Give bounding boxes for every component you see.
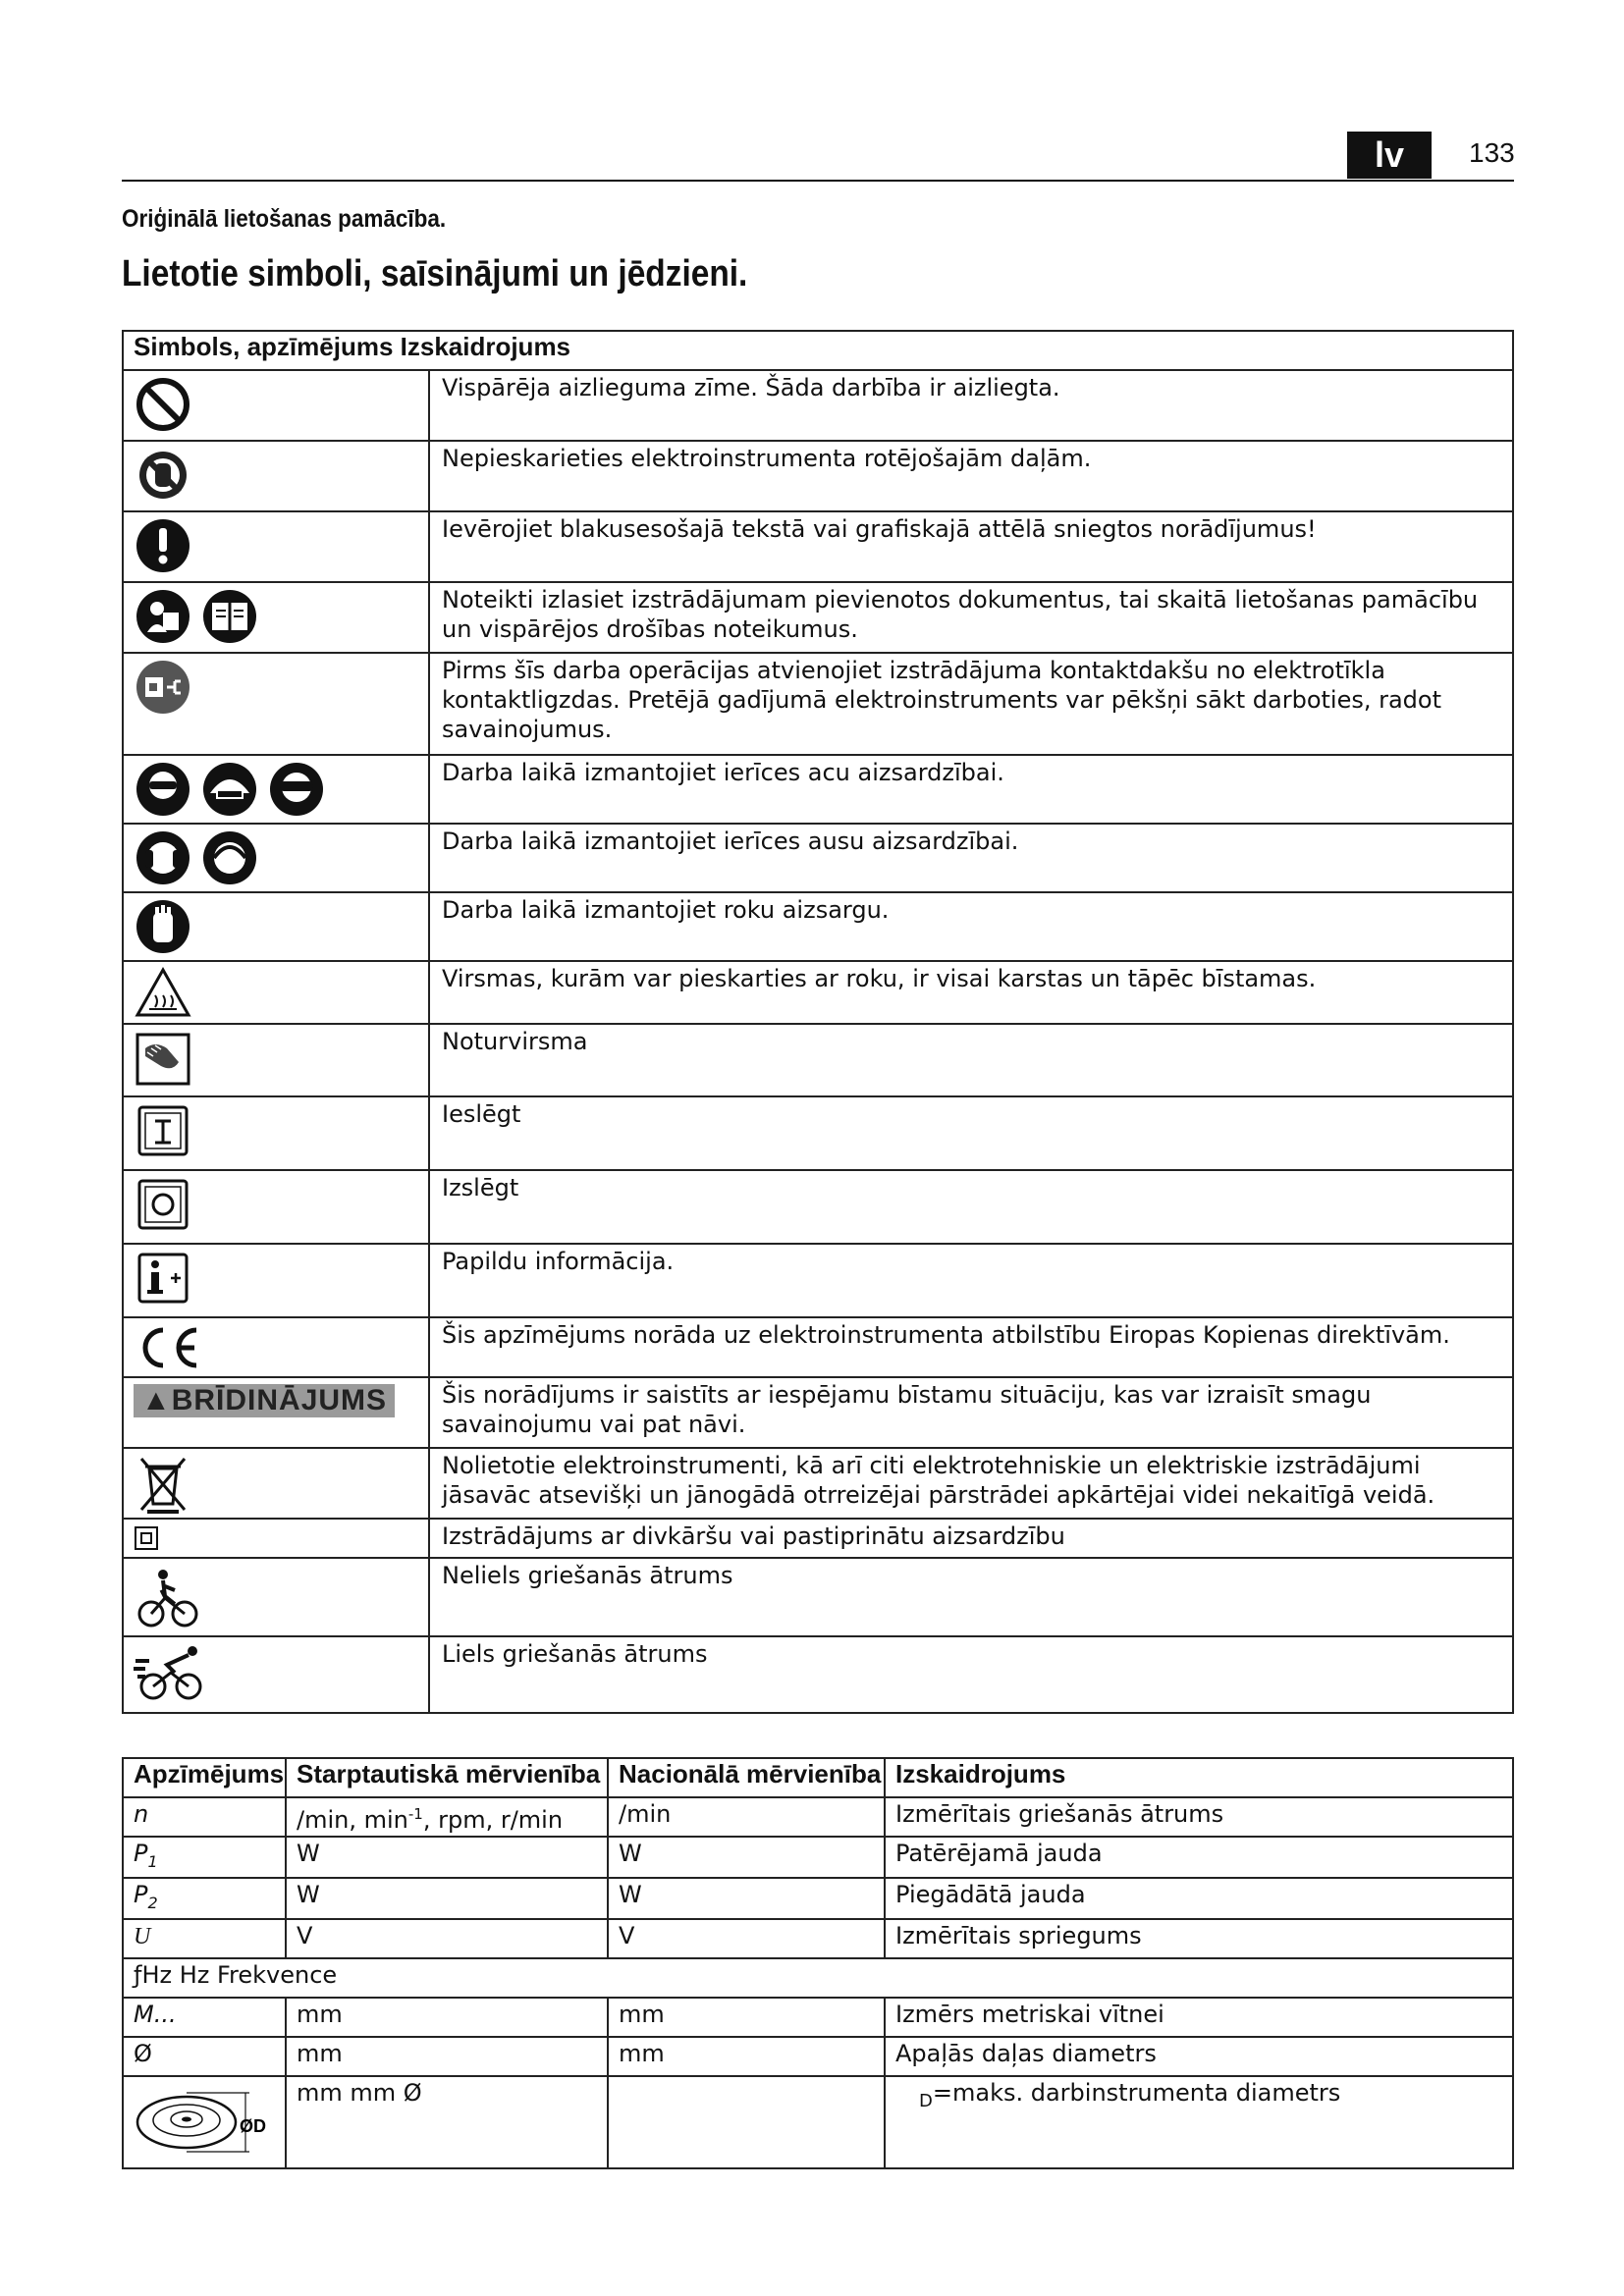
symbol-cell: P [134, 1880, 148, 1908]
intl-unit-cell: W [286, 1878, 608, 1919]
table-row [123, 1919, 1513, 1958]
explanation-cell: Patērējamā jauda [885, 1837, 1513, 1878]
ce-mark-icon [134, 1322, 202, 1371]
national-unit-cell [608, 2076, 885, 2168]
symbol-description: Nolietotie elektroinstrumenti, kā arī citi elektrotehniskie un elektriskie izstrādājumi jāsavāc atsevišķi un jānogādā otrreizējai pārstrādei apkārtējai videi nekaitīgā veidā. [429, 1448, 1513, 1519]
table-row [123, 441, 1513, 511]
symbol-description: Šis norādījums ir saistīts ar iespējamu bīstamu situāciju, kas var izraisīt smagu savainojumu vai pat nāvi. [429, 1377, 1513, 1448]
explanation-prefix: D [919, 2090, 933, 2111]
symbol-description: Šis apzīmējums norāda uz elektroinstrumenta atbilstību Eiropas Kopienas direktīvām. [429, 1317, 1513, 1377]
table-row [123, 755, 1513, 824]
disc-diameter-icon [130, 2083, 277, 2162]
column-header: Starptautiskā mērvienība [286, 1758, 608, 1797]
explanation-cell: Piegādātā jauda [885, 1878, 1513, 1919]
table-row [123, 1024, 1513, 1096]
units-table [122, 1757, 1514, 2169]
symbol-description: Liels griešanās ātrums [429, 1636, 1513, 1713]
explanation-cell: Apaļās daļas diametrs [885, 2037, 1513, 2076]
intl-unit-cell: mm [286, 1998, 608, 2037]
hand-protection-icon [134, 897, 192, 956]
intl-unit-cell: V [286, 1919, 608, 1958]
table-row [123, 653, 1513, 755]
column-header: Nacionālā mērvienība [608, 1758, 885, 1797]
explanation-cell: Izmērītais griešanās ātrums [885, 1797, 1513, 1837]
symbol-description: Izslēgt [429, 1170, 1513, 1244]
language-badge: lv [1347, 132, 1432, 179]
symbol-cell: M... [134, 2000, 177, 2028]
table-row [123, 961, 1513, 1024]
explanation-cell: Izmērītais spriegums [885, 1919, 1513, 1958]
national-unit-cell: mm [608, 2037, 885, 2076]
symbols-table [122, 330, 1514, 1714]
table-row [123, 892, 1513, 961]
symbol-cell: Ø [123, 2037, 286, 2076]
symbol-description: Pirms šīs darba operācijas atvienojiet izstrādājuma kontaktdakšu no elektrotīkla kontaktligzdas. Pretējā gadījumā elektroinstruments var pēkšņi sākt darboties, radot savainojumus. [429, 653, 1513, 755]
document-subtitle: Oriģinālā lietošanas pamācība. [122, 205, 447, 233]
national-unit-cell: mm [608, 1998, 885, 2037]
grip-surface-icon [134, 1029, 192, 1088]
national-unit-cell: /min [608, 1797, 885, 1837]
intl-unit-cell: /min, min [297, 1806, 408, 1834]
merged-cell: ƒHz Hz Frekvence [123, 1958, 1513, 1998]
symbol-subscript: 2 [147, 1893, 158, 1912]
table-row [123, 1096, 1513, 1170]
explanation-cell: Izmērs metriskai vītnei [885, 1998, 1513, 2037]
table-row [123, 1448, 1513, 1519]
ear-protection-icon [134, 828, 261, 887]
read-manual-icon [134, 587, 261, 646]
table-row [123, 582, 1513, 653]
table-row [123, 1558, 1513, 1636]
symbol-cell: U [134, 1923, 151, 1949]
table-row [123, 1244, 1513, 1317]
eye-protection-icon [134, 760, 326, 819]
symbol-description: Noteikti izlasiet izstrādājumam pievienotos dokumentus, tai skaitā lietošanas pamācību un vispārējos drošības noteikumus. [429, 582, 1513, 653]
intl-unit-cell: mm [286, 2037, 608, 2076]
symbol-description: Papildu informācija. [429, 1244, 1513, 1317]
table-row [123, 1797, 1513, 1837]
symbol-description: Darba laikā izmantojiet roku aizsargu. [429, 892, 1513, 961]
intl-unit-cell: W [286, 1837, 608, 1878]
table-row [123, 824, 1513, 892]
symbol-description: Neliels griešanās ātrums [429, 1558, 1513, 1636]
page-title: Lietotie simboli, saīsinājumi un jēdzieni. [122, 253, 748, 294]
column-header: Apzīmējums [123, 1758, 286, 1797]
symbol-description: Vispārēja aizlieguma zīme. Šāda darbība ir aizliegta. [429, 370, 1513, 441]
intl-unit-cell-rest: , rpm, r/min [422, 1806, 564, 1834]
unplug-icon [134, 658, 192, 717]
double-insulation-icon [134, 1525, 159, 1551]
intl-unit-cell: mm mm Ø [286, 2076, 608, 2168]
high-speed-bicycle-icon [134, 1641, 208, 1704]
column-header: Izskaidrojums [885, 1758, 1513, 1797]
symbol-description: Ievērojiet blakusesošajā tekstā vai grafiskajā attēlā sniegtos norādījumus! [429, 511, 1513, 582]
table-row [123, 1878, 1513, 1919]
table-row [123, 1170, 1513, 1244]
info-icon [134, 1249, 192, 1308]
national-unit-cell: W [608, 1837, 885, 1878]
table-row [123, 1958, 1513, 1998]
symbol-description: Nepieskarieties elektroinstrumenta rotējošajām daļām. [429, 441, 1513, 511]
explanation-cell: =maks. darbinstrumenta diametrs [932, 2078, 1341, 2107]
weee-bin-icon [134, 1453, 192, 1516]
symbol-description: Virsmas, kurām var pieskarties ar roku, ir visai karstas un tāpēc bīstamas. [429, 961, 1513, 1024]
intl-unit-superscript: -1 [407, 1805, 423, 1823]
table-row [123, 1636, 1513, 1713]
table-row [123, 1317, 1513, 1377]
symbol-cell: n [134, 1800, 149, 1828]
table-row [123, 2076, 1513, 2168]
symbols-table-header [123, 331, 1513, 370]
header-rule [122, 180, 1514, 182]
attention-icon [134, 516, 192, 575]
symbol-subscript: 1 [147, 1851, 158, 1871]
table-row [123, 370, 1513, 441]
table-row [123, 511, 1513, 582]
table-row [123, 1519, 1513, 1558]
table-row [123, 1998, 1513, 2037]
symbol-cell: P [134, 1840, 148, 1867]
power-on-icon [134, 1101, 192, 1160]
disc-diameter-label: ØD [240, 2115, 266, 2136]
symbol-description: Darba laikā izmantojiet ierīces acu aizsardzībai. [429, 755, 1513, 824]
hot-surface-icon [134, 966, 192, 1019]
symbol-description: Darba laikā izmantojiet ierīces ausu aizsardzībai. [429, 824, 1513, 892]
national-unit-cell: V [608, 1919, 885, 1958]
table-row [123, 2037, 1513, 2076]
symbol-description: Izstrādājums ar divkāršu vai pastiprinātu aizsardzību [429, 1519, 1513, 1558]
warning-badge: ▲BRĪDINĀJUMS [134, 1384, 395, 1417]
symbols-table-header-cell: Simbols, apzīmējums Izskaidrojums [123, 331, 1513, 370]
units-table-header [123, 1758, 1513, 1797]
symbol-description: Ieslēgt [429, 1096, 1513, 1170]
low-speed-bicycle-icon [134, 1563, 202, 1631]
warning-badge-label: BRĪDINĀJUMS [171, 1384, 388, 1416]
power-off-icon [134, 1175, 192, 1234]
page-number: 133 [1469, 137, 1515, 168]
prohibition-icon [134, 375, 192, 434]
national-unit-cell: W [608, 1878, 885, 1919]
no-touch-rotating-parts-icon [134, 446, 192, 505]
table-row [123, 1837, 1513, 1878]
symbol-description: Noturvirsma [429, 1024, 1513, 1096]
table-row [123, 1377, 1513, 1448]
